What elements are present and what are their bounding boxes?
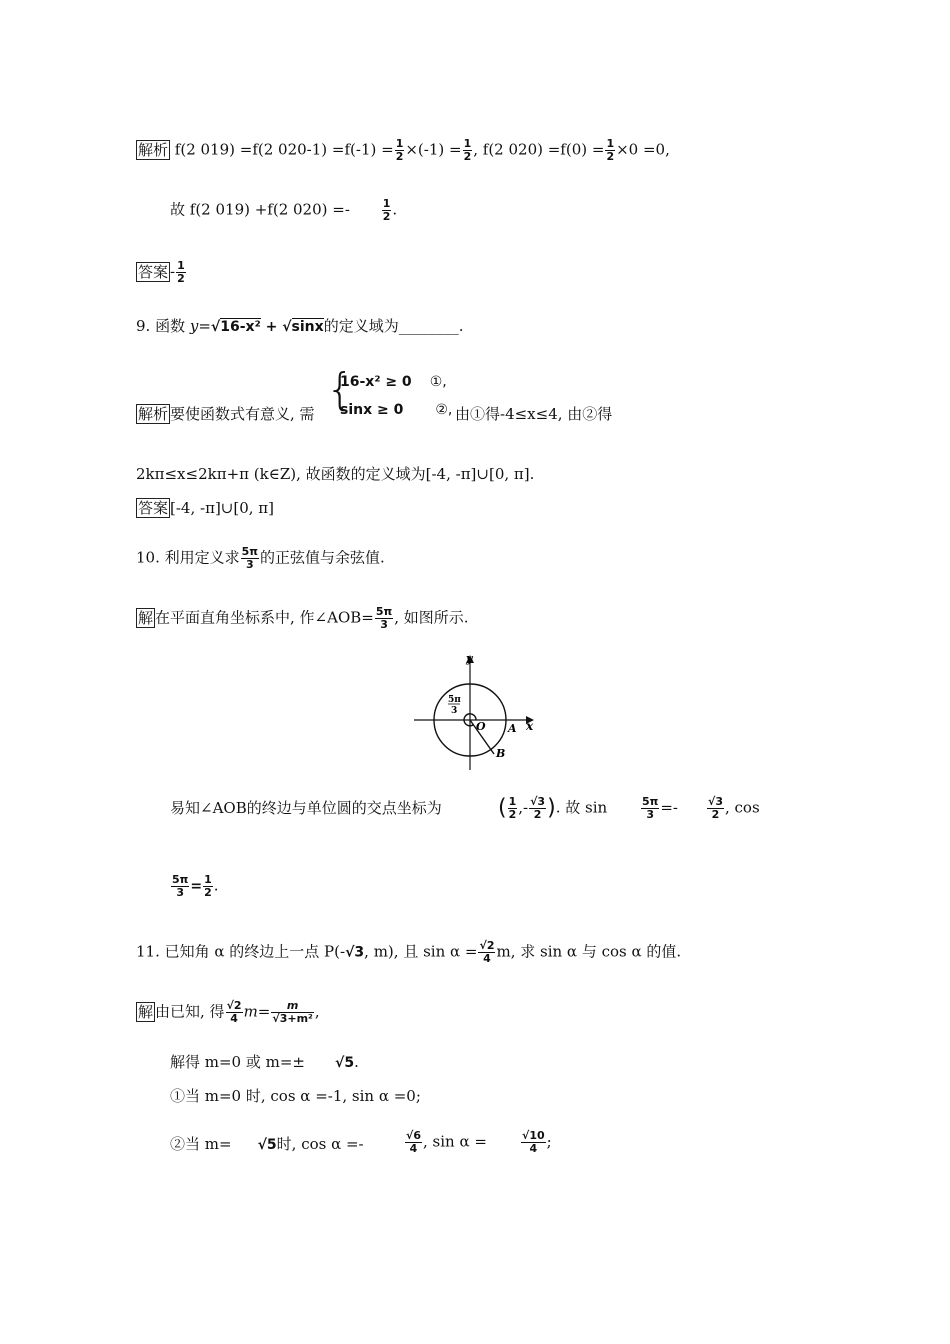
q9-sqrt1: √16-x² [210, 319, 261, 335]
point-a-label: A [508, 722, 517, 735]
q11-mid: , m), 且 sin α = [364, 942, 478, 961]
q10-question [136, 546, 385, 571]
p8-text-a: f(2 019) =f(2 020-1) =f(-1) = [174, 140, 394, 159]
period: . [354, 1053, 359, 1071]
q10-prefix: 10. 利用定义求 [136, 548, 240, 567]
q9-jiexi-text: 要使函数式有意义, 需 [170, 405, 315, 423]
sqrt3: √3 [345, 944, 365, 961]
q10-jie-text: 在平面直角坐标系中, 作∠AOB= [155, 608, 374, 627]
q9-answer [136, 498, 274, 518]
x-label: x [526, 719, 534, 733]
q10-jie [136, 606, 469, 631]
point-b-label: B [496, 747, 506, 760]
point-x-frac: $\frac{1}{2}$ [508, 795, 517, 821]
fraction-sqrt2-4: $\frac{√2}{4}$ [479, 939, 495, 965]
fraction-5pi-3: $\frac{5\pi}{3}$ [172, 873, 189, 899]
q11-question [136, 940, 681, 965]
fraction-5pi-3: $\frac{5\pi}{3}$ [375, 605, 393, 631]
q9-y: y= [189, 317, 211, 335]
fraction-half: $\frac{1}{2}$ [606, 137, 615, 163]
p8-text-d: ×0 =0, [616, 140, 670, 159]
fraction-half: $\frac{1}{2}$ [204, 873, 212, 899]
sqrt3-over-2: $\frac{√3}{2}$ [708, 795, 723, 821]
q9-prefix: 9. 函数 [136, 317, 190, 335]
fraction-5pi-3: $\frac{5\pi}{3}$ [241, 545, 258, 571]
jie-tag: 解 [138, 608, 154, 627]
q11-jie [136, 1000, 320, 1025]
q10-line3 [170, 798, 442, 818]
fraction-5pi-3: $\frac{5\pi}{3}$ [642, 795, 659, 821]
sqrt5: √5 [257, 1137, 277, 1153]
period: . [458, 317, 464, 335]
equals: = [190, 878, 203, 895]
point-y-frac: $\frac{√3}{2}$ [530, 795, 546, 821]
q9-answer-text: [-4, -π]∪[0, π] [170, 499, 275, 517]
q9-question [136, 316, 463, 337]
q9-line2: 2kπ≤x≤2kπ+π (k∈Z), 故函数的定义域为[-4, -π]∪[0, π]. [136, 465, 535, 483]
system-eq2: sinx ≥ 0 ②, [340, 402, 453, 418]
q11-case2-sin [520, 1130, 552, 1155]
q11-sol1 [170, 1052, 359, 1073]
period: . [392, 200, 398, 219]
q11-case2-b: 时, cos α =- [276, 1135, 364, 1153]
semicolon: ; [546, 1132, 552, 1151]
y-label: y [466, 652, 473, 665]
system-brace: { [326, 364, 354, 415]
answer-sign: - [170, 262, 176, 281]
q10-sin-value [640, 796, 678, 821]
fraction-sqrt10-4: $\frac{√10}{4}$ [522, 1129, 545, 1155]
daan-tag: 答案 [138, 262, 169, 281]
q11-case1: ①当 m=0 时, cos α =-1, sin α =0; [170, 1087, 421, 1105]
fraction-half: $\frac{1}{2}$ [395, 137, 404, 163]
angle-num: 5π [448, 695, 461, 705]
q10-suffix: 的正弦值与余弦值. [259, 548, 385, 567]
q11-case2-cos [404, 1130, 487, 1155]
q10-sin-text: . 故 sin [555, 798, 608, 817]
p8-text-b: ×(-1) = [405, 140, 462, 159]
fraction-sqrt6-4: $\frac{√6}{4}$ [406, 1129, 421, 1155]
q10-jie-tail: , 如图所示. [394, 608, 469, 627]
q11-sol1-text: 解得 m=0 或 m=± [170, 1053, 306, 1071]
q11-case2-a: ②当 m= [170, 1135, 232, 1153]
jiexi-tag: 解析 [138, 140, 169, 159]
q9-jiexi-tail: 由①得-4≤x≤4, 由②得 [455, 405, 613, 423]
sqrt5: √5 [335, 1055, 355, 1071]
fraction-half: $\frac{1}{2}$ [463, 137, 472, 163]
fraction-sqrt2-4: $\frac{√2}{4}$ [226, 999, 242, 1025]
p8-line2 [170, 198, 397, 223]
q10-cos-text: , cos [725, 798, 760, 817]
comma: , [314, 1002, 320, 1021]
q9-sqrt2: √sinx [282, 319, 324, 335]
fraction-half: $\frac{1}{2}$ [177, 259, 185, 285]
angle-den: 3 [451, 706, 458, 716]
fraction-m-rhs: $\frac{m}{\text{√3+m²}}$ [272, 999, 313, 1025]
q9-blank: ________ [398, 317, 459, 335]
q11-m: m= [243, 1002, 271, 1021]
q11-jie-text: 由已知, 得 [155, 1002, 225, 1021]
jie-tag: 解 [138, 1002, 154, 1021]
eq-neg: =- [660, 798, 678, 817]
p8-text-c: , f(2 020) =f(0) = [473, 140, 605, 159]
p8-line2-text: 故 f(2 019) +f(2 020) =- [170, 200, 350, 219]
q10-line4 [170, 874, 219, 899]
q10-line3-text: 易知∠AOB的终边与单位圆的交点坐标为 [170, 799, 442, 817]
q11-prefix: 11. 已知角 α 的终边上一点 P(- [136, 942, 346, 961]
jiexi-tag: 解析 [138, 405, 169, 423]
q11-case2-c: , sin α = [423, 1132, 487, 1151]
q9-suffix: 的定义域为 [323, 317, 399, 335]
q11-suffix: m, 求 sin α 与 cos α 的值. [496, 942, 682, 961]
p8-line1 [136, 138, 670, 163]
daan-tag: 答案 [138, 499, 169, 517]
q9-plus: + [260, 319, 283, 335]
q9-jiexi [136, 404, 315, 424]
system-eq1: 16-x² ≥ 0 ①, [340, 374, 447, 390]
period: . [213, 876, 219, 895]
p8-answer [136, 260, 187, 285]
fraction-half: $\frac{1}{2}$ [382, 197, 391, 223]
q10-point: ( $\frac{1}{2}$ ,- $\frac{√3}{2}$ ). 故 sin [498, 795, 608, 821]
q11-case2 [170, 1134, 364, 1155]
origin-label: O [476, 720, 486, 733]
q10-sin-result [706, 796, 760, 821]
unit-circle-figure [410, 650, 540, 774]
